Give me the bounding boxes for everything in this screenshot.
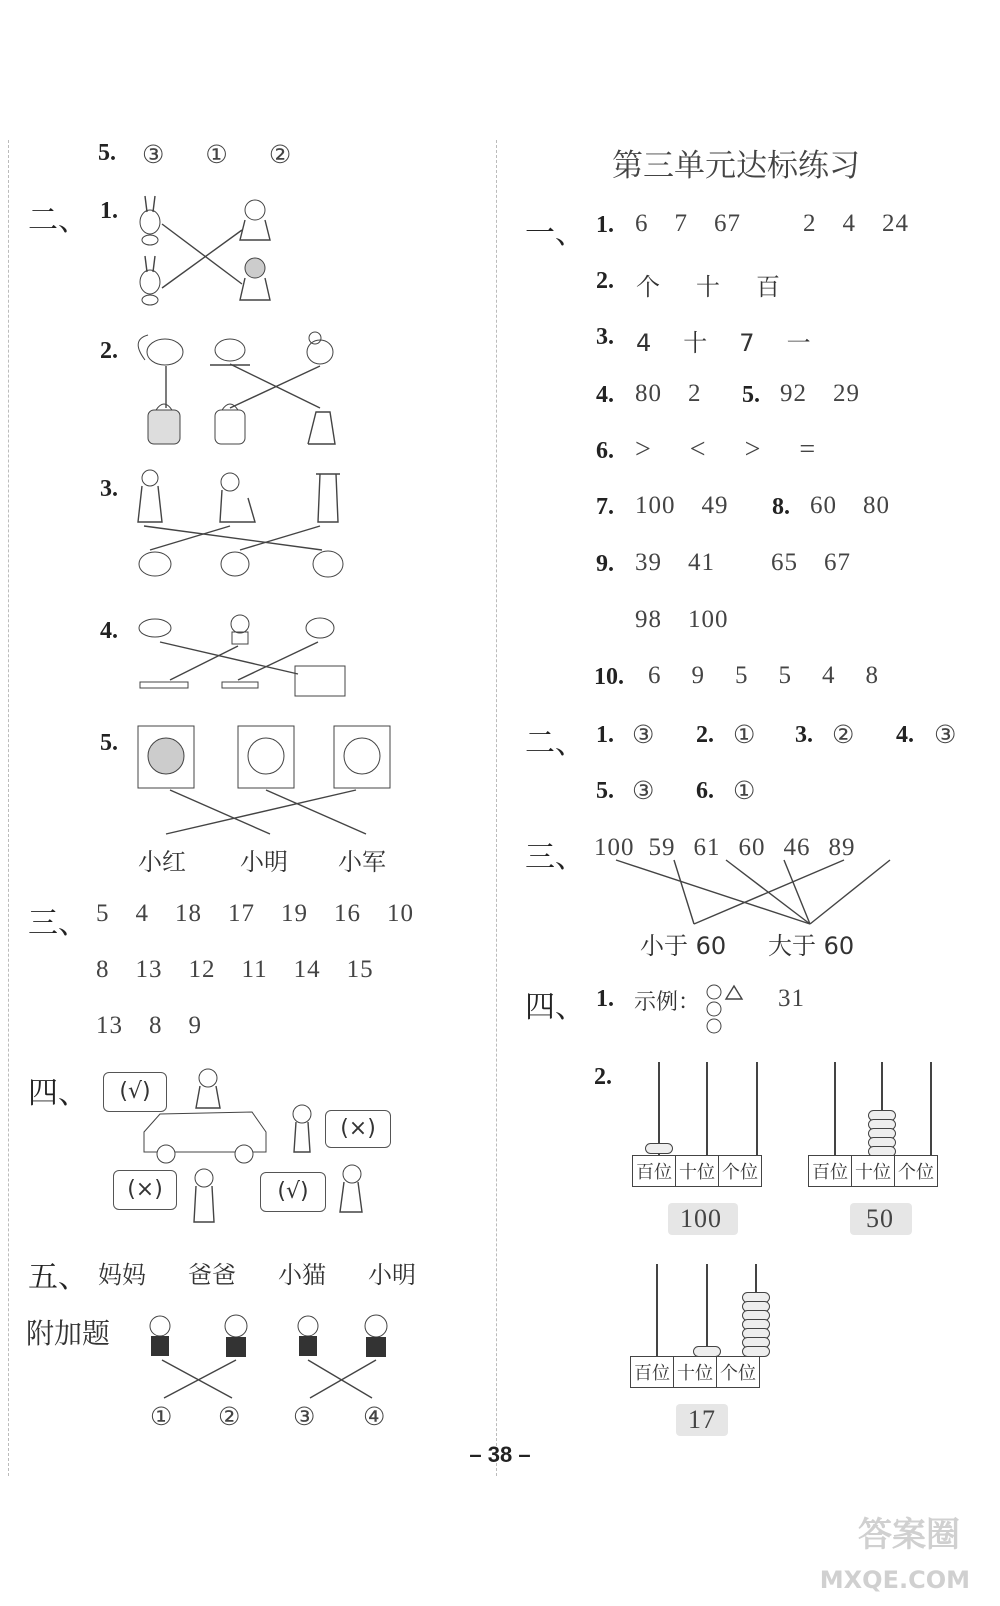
giraffe-icon <box>316 474 340 522</box>
answer-row: 92 29 <box>780 380 860 407</box>
item-number: 1. <box>596 986 614 1012</box>
squirrel-icon <box>139 552 171 576</box>
giraffe-icon <box>138 470 162 522</box>
section-label: 四、 <box>525 990 585 1025</box>
squirrel-icon <box>306 618 334 638</box>
panda-icon <box>225 1315 247 1357</box>
rabbit-girl-matching-figure <box>130 192 290 312</box>
item-number: 8. <box>772 494 790 520</box>
page-title: 第三单元达标练习 <box>612 148 860 184</box>
circled-number: ② <box>218 1404 242 1431</box>
answer-word: 爸爸 <box>188 1261 236 1289</box>
section-label: 三、 <box>525 840 585 875</box>
item-number: 2. <box>100 338 118 364</box>
answer-word: 妈妈 <box>98 1261 146 1289</box>
circled-answer: ③ <box>632 778 656 805</box>
cat-icon <box>231 615 249 644</box>
short-bar-shape <box>222 682 258 688</box>
section-label: 三、 <box>28 906 88 941</box>
item-number: 6. <box>696 778 714 804</box>
girl-face-icon <box>344 738 380 774</box>
abacus-value: 17 <box>688 1405 716 1434</box>
item-number: 4. <box>100 618 118 644</box>
item-number: 10. <box>594 664 624 690</box>
boy-icon <box>194 1169 214 1222</box>
butterfly-icon <box>139 619 171 637</box>
left-margin-line <box>8 140 9 1476</box>
item-number: 3. <box>100 476 118 502</box>
backpack-icon <box>215 404 245 444</box>
section-label: 五、 <box>28 1260 88 1295</box>
item-number: 4. <box>896 722 914 748</box>
answer-row: ③ ① ② <box>142 142 293 169</box>
circled-answer: ① <box>733 722 757 749</box>
circled-number: ③ <box>293 1404 317 1431</box>
car-icon <box>144 1112 266 1163</box>
item-number: 3. <box>596 324 614 350</box>
girl-icon <box>196 1069 220 1108</box>
answer-bubble: (×) <box>113 1170 177 1210</box>
answer-bubble: (√) <box>103 1072 167 1112</box>
answer-row: 13 8 9 <box>96 1012 202 1039</box>
number-classification-lines <box>594 858 924 928</box>
rectangle-shape <box>295 666 345 696</box>
animal-backpack-matching-figure <box>130 330 360 455</box>
answer-row: 39 41 65 67 <box>635 549 851 576</box>
answer-row: 60 80 <box>810 492 890 519</box>
section-label: 四、 <box>28 1076 88 1111</box>
circled-answer: ① <box>733 778 757 805</box>
greater-than-60-label: 大于 60 <box>768 932 855 960</box>
answer-row: 6 9 5 5 4 8 <box>648 662 879 689</box>
item-number: 9. <box>596 551 614 577</box>
answer-word: 小猫 <box>278 1261 326 1289</box>
abacus-value: 50 <box>866 1204 894 1233</box>
boy-icon <box>293 1105 311 1152</box>
watermark-url: MXQE.COM <box>819 1566 970 1594</box>
item-number: 5. <box>98 140 116 166</box>
item-number: 5. <box>100 730 118 756</box>
cat-icon <box>221 552 249 576</box>
section-label: 二、 <box>28 203 88 238</box>
girl-icon <box>240 258 270 300</box>
panda-icon <box>365 1315 387 1357</box>
circled-answer: ③ <box>934 722 958 749</box>
circled-answer: ③ <box>632 722 656 749</box>
answer-row: 4 十 7 一 <box>636 329 811 357</box>
boy-with-cap-icon <box>340 1165 362 1212</box>
abacus-value: 100 <box>680 1204 722 1233</box>
column-divider <box>496 140 497 1476</box>
answer-row: 80 2 <box>635 380 702 407</box>
rabbit-icon <box>140 256 160 305</box>
item-number: 2. <box>696 722 714 748</box>
answer-row: 98 100 <box>635 606 729 633</box>
abacus-bead <box>645 1143 673 1154</box>
example-value: 31 <box>778 985 805 1012</box>
item-number: 3. <box>795 722 813 748</box>
answer-row: 8 13 12 11 14 15 <box>96 956 374 983</box>
item-number: 2. <box>594 1064 612 1090</box>
circles-triangle-icon <box>702 982 748 1042</box>
circled-answer: ② <box>832 722 856 749</box>
item-number: 6. <box>596 438 614 464</box>
less-than-60-label: 小于 60 <box>640 932 727 960</box>
watermark-logo: 答案圈 <box>858 1515 960 1555</box>
name-label: 小红 <box>138 848 186 876</box>
answer-bubble: (√) <box>260 1172 326 1212</box>
answer-row: 6 7 67 2 4 24 <box>635 210 909 237</box>
panda-icon <box>298 1316 318 1356</box>
item-number: 5. <box>596 778 614 804</box>
school-bag-icon <box>308 412 335 444</box>
name-label: 小军 <box>338 848 386 876</box>
item-number: 4. <box>596 382 614 408</box>
section-label: 一、 <box>525 216 585 251</box>
girl-icon <box>240 200 270 240</box>
item-number: 5. <box>742 382 760 408</box>
panda-matching-figure <box>140 1308 400 1408</box>
long-bar-shape <box>140 682 188 688</box>
girl-face-icon <box>148 738 184 774</box>
frog-icon <box>210 339 250 365</box>
circled-number: ④ <box>363 1404 387 1431</box>
giraffe-icon <box>220 473 255 522</box>
answer-row: > < > = <box>635 434 817 465</box>
answer-bubble: (×) <box>325 1110 391 1148</box>
cow-icon <box>313 551 343 577</box>
number-row: 100 59 61 60 46 89 <box>594 834 856 861</box>
boy-face-icon <box>248 738 284 774</box>
car-people-scene-figure <box>140 1062 380 1232</box>
page-number: – 38 – <box>469 1442 531 1467</box>
answer-row: 100 49 <box>635 492 729 519</box>
item-number: 1. <box>100 198 118 224</box>
circled-number: ① <box>150 1404 174 1431</box>
backpack-icon <box>148 404 180 444</box>
answer-word: 小明 <box>368 1261 416 1289</box>
item-number: 2. <box>596 268 614 294</box>
squirrel-icon <box>138 335 183 365</box>
panda-icon <box>150 1316 170 1356</box>
duck-icon <box>307 332 333 364</box>
face-name-matching-figure <box>130 722 400 842</box>
item-number: 1. <box>596 212 614 238</box>
bonus-question-label: 附加题 <box>26 1317 111 1350</box>
answer-row: 个 十 百 <box>636 273 780 301</box>
item-number: 7. <box>596 494 614 520</box>
rabbit-icon <box>140 196 160 245</box>
animal-matching-figure <box>130 466 360 591</box>
animal-shape-matching-figure <box>130 610 360 705</box>
answer-row: 5 4 18 17 19 16 10 <box>96 900 414 927</box>
item-number: 1. <box>596 722 614 748</box>
name-label: 小明 <box>240 848 288 876</box>
section-label: 二、 <box>525 726 585 761</box>
example-label: 示例： <box>634 990 701 1015</box>
